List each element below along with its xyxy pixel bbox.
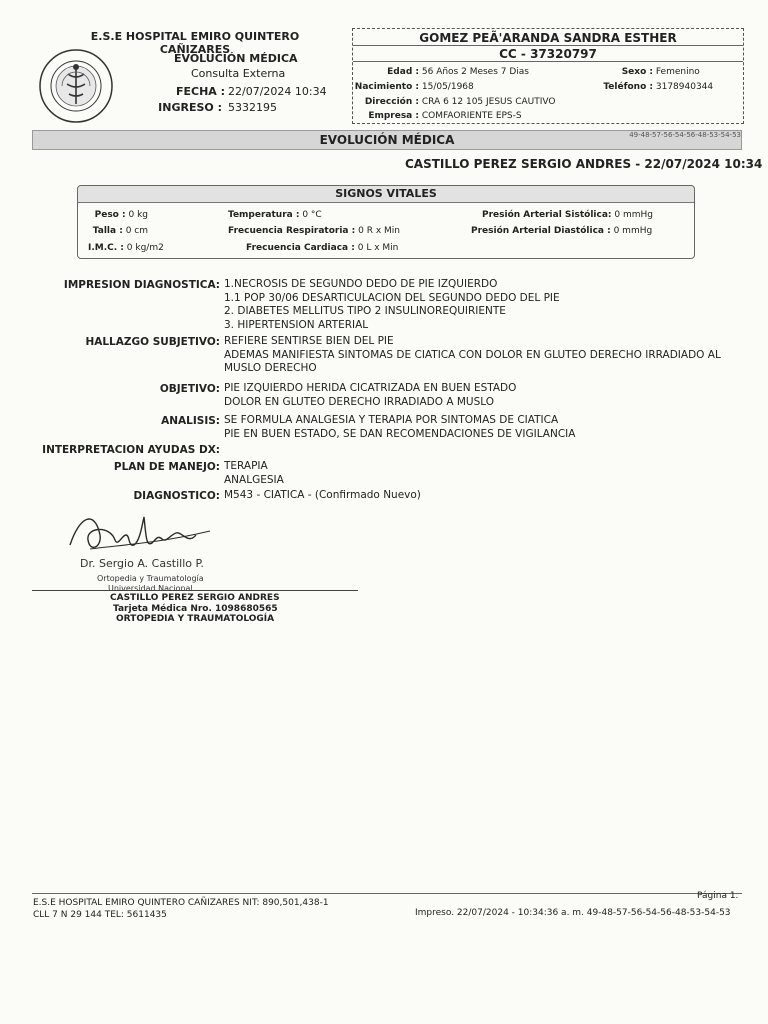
- patient-cc-box: [353, 45, 743, 62]
- signer-tarjeta: Tarjeta Médica Nro. 1098680565: [113, 604, 278, 614]
- impresion-text: 1.NECROSIS DE SEGUNDO DEDO DE PIE IZQUIERDO 1.1 POP 30/06 DESARTICULACION DEL SEGUNDO DEDO DEL PIE 2. DIABETES MELLITUS TIPO 2 INSULINOREQUIRIENTE 3. HIPERTENSION ARTERIAL: [224, 278, 560, 331]
- frecuencia-cardiaca: Frecuencia Cardiaca : 0 L x Min: [246, 243, 399, 253]
- interpretacion-label: INTERPRETACION AYUDAS DX:: [42, 444, 220, 456]
- analisis-label: ANALISIS:: [161, 415, 220, 427]
- signer-name: CASTILLO PEREZ SERGIO ANDRES: [110, 593, 280, 603]
- patient-cc: CC - 37320797: [499, 47, 597, 61]
- objetivo-label: OBJETIVO:: [159, 383, 220, 395]
- doc-title: EVOLUCIÓN MÉDICA: [174, 52, 298, 65]
- objetivo-text: PIE IZQUIERDO HERIDA CICATRIZADA EN BUEN ESTADO DOLOR EN GLUTEO DERECHO IRRADIADO A MUSLO: [224, 382, 517, 408]
- stamp-university: Universidad Nacional: [108, 584, 193, 593]
- patient-sexo: Sexo : Femenino: [621, 67, 700, 77]
- peso: Peso : 0 kg: [94, 210, 148, 220]
- plan-text: TERAPIA ANALGESIA: [224, 460, 284, 486]
- stamp-specialty: Ortopedia y Traumatología: [97, 574, 204, 583]
- ingreso-value: 5332195: [228, 101, 277, 114]
- talla: Talla : 0 cm: [92, 226, 148, 236]
- analisis-text: SE FORMULA ANALGESIA Y TERAPIA POR SINTOMAS DE CIATICA PIE EN BUEN ESTADO, SE DAN RECOMENDACIONES DE VIGILANCIA: [224, 414, 576, 440]
- vital-signs-box: [77, 185, 695, 259]
- diagnostico-label: DIAGNOSTICO:: [133, 490, 220, 502]
- presion-sistolica: Presión Arterial Sistólica: 0 mmHg: [482, 210, 653, 220]
- hospital-name: E.S.E HOSPITAL EMIRO QUINTERO CAÑIZARES: [90, 30, 300, 56]
- patient-edad: Edad : 56 Años 2 Meses 7 Dias: [387, 67, 529, 77]
- consult-type: Consulta Externa: [191, 67, 286, 80]
- footer-printed: Impreso. 22/07/2024 - 10:34:36 a. m. 49-48-57-56-54-56-48-53-54-53: [415, 908, 731, 918]
- patient-direccion: Dirección : CRA 6 12 105 JESUS CAUTIVO: [364, 97, 556, 107]
- frecuencia-respiratoria: Frecuencia Respiratoria : 0 R x Min: [228, 226, 400, 236]
- presion-diastolica: Presión Arterial Diastólica : 0 mmHg: [471, 226, 653, 236]
- ingreso-label: INGRESO :: [158, 101, 222, 114]
- patient-nacimiento: Nacimiento : 15/05/1968: [354, 82, 474, 92]
- patient-name: GOMEZ PEÃ'ARANDA SANDRA ESTHER: [419, 31, 677, 45]
- vitals-title: SIGNOS VITALES: [78, 186, 694, 203]
- footer-hospital: E.S.E HOSPITAL EMIRO QUINTERO CAÑIZARES NIT: 890,501,438-1: [33, 898, 329, 908]
- patient-box: [352, 28, 744, 124]
- hallazgo-text: REFIERE SENTIRSE BIEN DEL PIE ADEMAS MANIFIESTA SINTOMAS DE CIATICA CON DOLOR EN GLUTEO DERECHO IRRADIADO AL MUSLO DERECHO: [224, 335, 721, 374]
- footer-address: CLL 7 N 29 144 TEL: 5611435: [33, 910, 167, 920]
- hallazgo-label: HALLAZGO SUBJETIVO:: [85, 336, 220, 348]
- section-banner: [32, 130, 742, 150]
- temperatura: Temperatura : 0 °C: [228, 210, 322, 220]
- plan-label: PLAN DE MANEJO:: [113, 461, 220, 473]
- handwritten-signature-icon: [60, 505, 220, 565]
- banner-title: EVOLUCIÓN MÉDICA: [319, 133, 455, 147]
- impresion-label: IMPRESION DIAGNOSTICA:: [63, 279, 220, 291]
- diagnostico-text: M543 - CIATICA - (Confirmado Nuevo): [224, 489, 421, 501]
- signature-line: [32, 590, 358, 591]
- fecha-value: 22/07/2024 10:34: [228, 85, 327, 98]
- patient-empresa: Empresa : COMFAORIENTE EPS-S: [368, 111, 522, 121]
- imc: I.M.C. : 0 kg/m2: [88, 243, 164, 253]
- patient-telefono: Teléfono : 3178940344: [603, 82, 714, 92]
- stamp-name: Dr. Sergio A. Castillo P.: [80, 557, 204, 570]
- doctor-date-line: CASTILLO PEREZ SERGIO ANDRES - 22/07/2024 10:34: [405, 157, 763, 171]
- banner-code: 49-48-57-56-54-56-48-53-54-53: [629, 131, 741, 139]
- footer-page: Página 1.: [697, 891, 739, 901]
- footer-divider: [32, 893, 742, 894]
- fecha-label: FECHA :: [176, 85, 226, 98]
- hospital-seal-icon: [38, 48, 114, 124]
- signer-specialty: ORTOPEDIA Y TRAUMATOLOGÍA: [116, 614, 275, 624]
